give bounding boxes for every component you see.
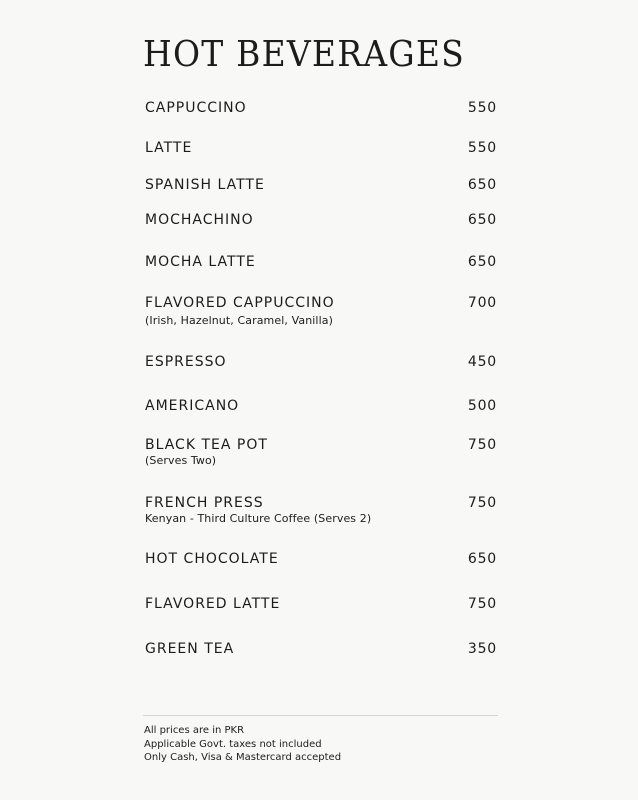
menu-item-flavored-cappuccino xyxy=(145,295,497,327)
item-name: MOCHACHINO xyxy=(145,212,254,228)
item-price: 750 xyxy=(467,437,497,453)
menu-item-mocha-latte xyxy=(145,254,497,271)
menu-title: HOT BEVERAGES xyxy=(143,32,465,75)
item-price: 550 xyxy=(467,100,497,116)
item-price: 700 xyxy=(467,295,497,311)
item-price: 550 xyxy=(467,140,497,156)
menu-item-flavored-latte xyxy=(145,596,497,613)
item-price: 750 xyxy=(467,596,497,612)
item-note: (Serves Two) xyxy=(145,454,217,467)
item-name: CAPPUCCINO xyxy=(145,100,247,116)
menu-item-mochachino xyxy=(145,212,497,229)
item-name: GREEN TEA xyxy=(145,641,235,657)
item-price: 650 xyxy=(467,177,497,193)
item-price: 650 xyxy=(467,551,497,567)
menu-item-black-tea-pot xyxy=(145,437,497,467)
item-name: FLAVORED CAPPUCCINO xyxy=(145,295,335,311)
item-name: FLAVORED LATTE xyxy=(145,596,281,612)
menu-item-espresso xyxy=(145,354,497,371)
item-note: Kenyan - Third Culture Coffee (Serves 2) xyxy=(145,512,372,525)
item-name: MOCHA LATTE xyxy=(145,254,256,270)
item-price: 750 xyxy=(467,495,497,511)
tax-note: Applicable Govt. taxes not included xyxy=(144,738,322,750)
item-name: LATTE xyxy=(145,140,193,156)
item-price: 350 xyxy=(467,641,497,657)
item-name: AMERICANO xyxy=(145,398,240,414)
item-price: 500 xyxy=(467,398,497,414)
menu-item-green-tea xyxy=(145,641,497,658)
item-price: 650 xyxy=(467,212,497,228)
menu-item-spanish-latte xyxy=(145,177,497,194)
menu-footer xyxy=(144,724,341,765)
currency-note: All prices are in PKR xyxy=(144,725,245,736)
menu-item-cappuccino xyxy=(145,100,497,117)
menu-item-hot-chocolate xyxy=(145,551,497,568)
payment-note: Only Cash, Visa & Mastercard accepted xyxy=(144,752,342,763)
item-name: ESPRESSO xyxy=(145,354,227,370)
menu-item-latte xyxy=(145,140,497,157)
item-price: 650 xyxy=(467,254,497,270)
item-note: (Irish, Hazelnut, Caramel, Vanilla) xyxy=(145,314,333,327)
menu-item-french-press xyxy=(145,495,497,525)
item-name: BLACK TEA POT xyxy=(145,437,268,453)
item-price: 450 xyxy=(467,354,497,370)
item-name: SPANISH LATTE xyxy=(145,177,265,193)
footer-divider xyxy=(143,715,498,716)
item-name: FRENCH PRESS xyxy=(145,495,264,511)
menu-item-americano xyxy=(145,398,497,415)
item-name: HOT CHOCOLATE xyxy=(145,551,279,567)
